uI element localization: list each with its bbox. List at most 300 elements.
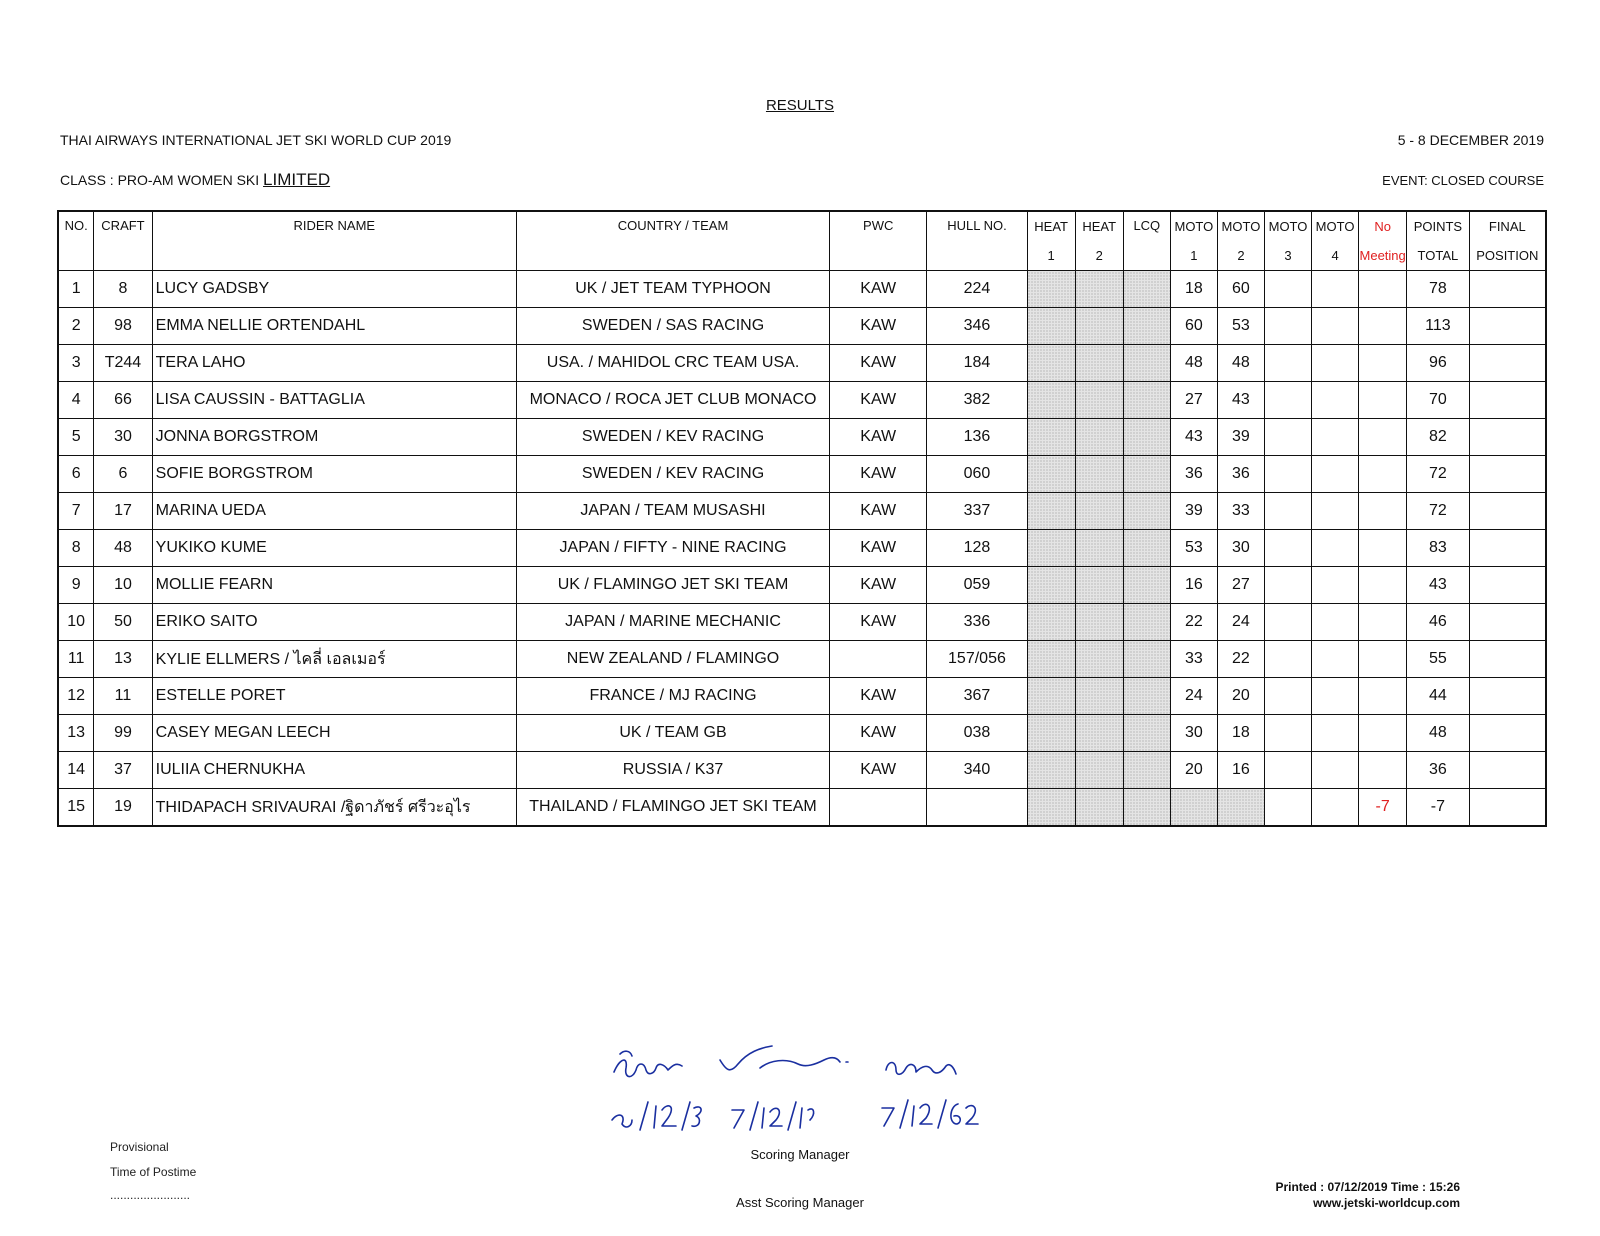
cell-no: 9 [58, 567, 94, 604]
cell-moto2: 33 [1217, 493, 1264, 530]
cell-no: 13 [58, 715, 94, 752]
cell-country-team: SWEDEN / SAS RACING [516, 308, 829, 345]
cell-moto1: 43 [1170, 419, 1217, 456]
cell-heat1 [1027, 382, 1075, 419]
handwritten-signature-2 [720, 1046, 848, 1070]
header-heat2-top: HEAT [1075, 211, 1123, 241]
cell-hull-no: 128 [927, 530, 1027, 567]
cell-final-position [1469, 604, 1546, 641]
cell-craft: 11 [94, 678, 152, 715]
cell-no-meeting [1359, 678, 1407, 715]
cell-moto3 [1264, 530, 1311, 567]
website-link[interactable]: www.jetski-worldcup.com [1313, 1196, 1460, 1210]
cell-heat2 [1075, 789, 1123, 827]
header-moto2-number: 2 [1217, 241, 1264, 271]
cell-final-position [1469, 678, 1546, 715]
cell-moto2: 48 [1217, 345, 1264, 382]
header-heat2-number: 2 [1075, 241, 1123, 271]
cell-moto3 [1264, 678, 1311, 715]
header-final-bottom: POSITION [1469, 241, 1546, 271]
cell-heat1 [1027, 715, 1075, 752]
cell-heat2 [1075, 419, 1123, 456]
cell-country-team: RUSSIA / K37 [516, 752, 829, 789]
cell-lcq [1123, 752, 1170, 789]
cell-no-meeting [1359, 530, 1407, 567]
header-no: NO. [58, 211, 94, 271]
cell-final-position [1469, 715, 1546, 752]
cell-rider-name: MARINA UEDA [152, 493, 516, 530]
cell-lcq [1123, 493, 1170, 530]
cell-heat1 [1027, 530, 1075, 567]
cell-moto3 [1264, 604, 1311, 641]
cell-moto1: 33 [1170, 641, 1217, 678]
cell-heat1 [1027, 641, 1075, 678]
postime-dots: ........................ [110, 1188, 191, 1202]
cell-moto3 [1264, 271, 1311, 308]
cell-moto3 [1264, 456, 1311, 493]
event-dates: 5 - 8 DECEMBER 2019 [1397, 132, 1544, 148]
header-moto4-number: 4 [1312, 241, 1359, 271]
cell-moto1: 27 [1170, 382, 1217, 419]
cell-rider-name: TERA LAHO [152, 345, 516, 382]
cell-hull-no: 346 [927, 308, 1027, 345]
cell-lcq [1123, 308, 1170, 345]
cell-heat2 [1075, 382, 1123, 419]
cell-moto2: 20 [1217, 678, 1264, 715]
scoring-manager-label: Scoring Manager [750, 1147, 850, 1162]
cell-country-team: JAPAN / MARINE MECHANIC [516, 604, 829, 641]
cell-moto3 [1264, 493, 1311, 530]
cell-country-team: UK / TEAM GB [516, 715, 829, 752]
cell-craft: 99 [94, 715, 152, 752]
cell-lcq [1123, 641, 1170, 678]
cell-heat2 [1075, 530, 1123, 567]
signature-block [610, 1040, 990, 1135]
cell-moto3 [1264, 641, 1311, 678]
header-heat1-number: 1 [1027, 241, 1075, 271]
class-label [60, 170, 330, 190]
cell-heat1 [1027, 271, 1075, 308]
cell-final-position [1469, 382, 1546, 419]
cell-pwc: KAW [830, 604, 927, 641]
cell-pwc: KAW [830, 715, 927, 752]
cell-hull-no: 224 [927, 271, 1027, 308]
cell-no-meeting [1359, 752, 1407, 789]
cell-final-position [1469, 345, 1546, 382]
class-prefix: CLASS : PRO-AM WOMEN SKI [60, 172, 264, 188]
cell-lcq [1123, 271, 1170, 308]
cell-points-total: 82 [1407, 419, 1469, 456]
cell-no-meeting [1359, 419, 1407, 456]
cell-hull-no: 157/056 [927, 641, 1027, 678]
cell-heat1 [1027, 678, 1075, 715]
handwritten-date-1 [612, 1102, 701, 1130]
header-hull-no: HULL NO. [927, 211, 1027, 271]
cell-heat1 [1027, 604, 1075, 641]
cell-heat2 [1075, 271, 1123, 308]
cell-final-position [1469, 752, 1546, 789]
cell-moto4 [1312, 715, 1359, 752]
cell-craft: 37 [94, 752, 152, 789]
cell-heat1 [1027, 752, 1075, 789]
cell-rider-name: LISA CAUSSIN - BATTAGLIA [152, 382, 516, 419]
cell-pwc: KAW [830, 567, 927, 604]
cell-final-position [1469, 308, 1546, 345]
cell-moto2: 36 [1217, 456, 1264, 493]
cell-points-total: 55 [1407, 641, 1469, 678]
cell-country-team: USA. / MAHIDOL CRC TEAM USA. [516, 345, 829, 382]
cell-hull-no: 382 [927, 382, 1027, 419]
cell-heat1 [1027, 493, 1075, 530]
cell-country-team: UK / JET TEAM TYPHOON [516, 271, 829, 308]
cell-final-position [1469, 493, 1546, 530]
header-lcq: LCQ [1123, 211, 1170, 271]
header-pwc: PWC [830, 211, 927, 271]
cell-heat1 [1027, 345, 1075, 382]
cell-no: 10 [58, 604, 94, 641]
cell-final-position [1469, 419, 1546, 456]
cell-points-total: 72 [1407, 456, 1469, 493]
cell-moto4 [1312, 678, 1359, 715]
cell-no-meeting [1359, 382, 1407, 419]
cell-final-position [1469, 567, 1546, 604]
cell-pwc: KAW [830, 419, 927, 456]
cell-no-meeting: -7 [1359, 789, 1407, 827]
cell-rider-name: ESTELLE PORET [152, 678, 516, 715]
cell-moto3 [1264, 345, 1311, 382]
cell-moto1: 20 [1170, 752, 1217, 789]
cell-moto2: 18 [1217, 715, 1264, 752]
cell-lcq [1123, 567, 1170, 604]
cell-pwc: KAW [830, 271, 927, 308]
cell-moto4 [1312, 604, 1359, 641]
cell-pwc: KAW [830, 308, 927, 345]
cell-rider-name: JONNA BORGSTROM [152, 419, 516, 456]
page-title: RESULTS [765, 97, 835, 114]
cell-pwc: KAW [830, 752, 927, 789]
cell-pwc: KAW [830, 382, 927, 419]
cell-craft: 30 [94, 419, 152, 456]
header-points-top: POINTS [1407, 211, 1469, 241]
cell-points-total: 48 [1407, 715, 1469, 752]
cell-moto1: 60 [1170, 308, 1217, 345]
cell-hull-no: 136 [927, 419, 1027, 456]
handwritten-date-3 [882, 1100, 978, 1128]
cell-country-team: SWEDEN / KEV RACING [516, 456, 829, 493]
cell-pwc: KAW [830, 345, 927, 382]
cell-moto2: 27 [1217, 567, 1264, 604]
cell-rider-name: MOLLIE FEARN [152, 567, 516, 604]
cell-country-team: SWEDEN / KEV RACING [516, 419, 829, 456]
cell-lcq [1123, 345, 1170, 382]
cell-final-position [1469, 641, 1546, 678]
cell-moto1: 48 [1170, 345, 1217, 382]
cell-no-meeting [1359, 715, 1407, 752]
cell-craft: 17 [94, 493, 152, 530]
cell-craft: 66 [94, 382, 152, 419]
table-row [58, 308, 1546, 345]
cell-points-total: 44 [1407, 678, 1469, 715]
cell-points-total: 96 [1407, 345, 1469, 382]
cell-no-meeting [1359, 271, 1407, 308]
cell-pwc [830, 641, 927, 678]
cell-craft: 48 [94, 530, 152, 567]
cell-hull-no: 336 [927, 604, 1027, 641]
cell-moto4 [1312, 345, 1359, 382]
cell-heat2 [1075, 604, 1123, 641]
cell-moto1: 36 [1170, 456, 1217, 493]
cell-moto4 [1312, 530, 1359, 567]
cell-hull-no: 038 [927, 715, 1027, 752]
header-moto2-top: MOTO [1217, 211, 1264, 241]
cell-rider-name: EMMA NELLIE ORTENDAHL [152, 308, 516, 345]
table-row [58, 345, 1546, 382]
header-moto1-number: 1 [1170, 241, 1217, 271]
cell-country-team: THAILAND / FLAMINGO JET SKI TEAM [516, 789, 829, 827]
cell-heat1 [1027, 789, 1075, 827]
table-row [58, 789, 1546, 827]
cell-heat2 [1075, 345, 1123, 382]
header-moto3-top: MOTO [1264, 211, 1311, 241]
handwritten-signature-3 [886, 1063, 956, 1075]
cell-no-meeting [1359, 493, 1407, 530]
time-of-postime-label: Time of Postime [110, 1165, 197, 1179]
cell-rider-name: SOFIE BORGSTROM [152, 456, 516, 493]
cell-moto2: 16 [1217, 752, 1264, 789]
class-emphasis: LIMITED [263, 170, 331, 189]
cell-no: 6 [58, 456, 94, 493]
cell-no-meeting [1359, 567, 1407, 604]
cell-moto1: 39 [1170, 493, 1217, 530]
cell-craft: 10 [94, 567, 152, 604]
table-row [58, 530, 1546, 567]
header-moto3-number: 3 [1264, 241, 1311, 271]
table-row [58, 604, 1546, 641]
cell-moto1: 53 [1170, 530, 1217, 567]
cell-points-total: 43 [1407, 567, 1469, 604]
cell-craft: 6 [94, 456, 152, 493]
cell-hull-no [927, 789, 1027, 827]
event-type: EVENT: CLOSED COURSE [1382, 173, 1544, 188]
cell-no-meeting [1359, 641, 1407, 678]
cell-moto1: 30 [1170, 715, 1217, 752]
cell-heat2 [1075, 752, 1123, 789]
cell-moto2: 53 [1217, 308, 1264, 345]
cell-craft: 8 [94, 271, 152, 308]
cell-craft: 19 [94, 789, 152, 827]
cell-moto3 [1264, 715, 1311, 752]
cell-moto2: 43 [1217, 382, 1264, 419]
cell-lcq [1123, 715, 1170, 752]
cell-final-position [1469, 271, 1546, 308]
cell-no-meeting [1359, 604, 1407, 641]
cell-hull-no: 340 [927, 752, 1027, 789]
header-country-team: COUNTRY / TEAM [516, 211, 829, 271]
table-row [58, 715, 1546, 752]
cell-heat1 [1027, 567, 1075, 604]
table-row [58, 493, 1546, 530]
cell-moto3 [1264, 308, 1311, 345]
cell-craft: 98 [94, 308, 152, 345]
cell-rider-name: ERIKO SAITO [152, 604, 516, 641]
header-craft: CRAFT [94, 211, 152, 271]
cell-moto3 [1264, 752, 1311, 789]
cell-moto1: 16 [1170, 567, 1217, 604]
table-row [58, 382, 1546, 419]
header-no-meeting-top: No [1359, 211, 1407, 241]
cell-moto2: 24 [1217, 604, 1264, 641]
header-no-meeting-bottom: Meeting [1359, 241, 1407, 271]
table-header-row [58, 211, 1546, 241]
cell-moto1: 22 [1170, 604, 1217, 641]
cell-heat1 [1027, 456, 1075, 493]
cell-points-total: 113 [1407, 308, 1469, 345]
cell-no: 12 [58, 678, 94, 715]
cell-no: 11 [58, 641, 94, 678]
cell-craft: 13 [94, 641, 152, 678]
cell-heat1 [1027, 308, 1075, 345]
cell-points-total: 78 [1407, 271, 1469, 308]
cell-moto3 [1264, 789, 1311, 827]
cell-moto2: 60 [1217, 271, 1264, 308]
cell-moto4 [1312, 456, 1359, 493]
cell-points-total: 72 [1407, 493, 1469, 530]
cell-country-team: UK / FLAMINGO JET SKI TEAM [516, 567, 829, 604]
cell-moto4 [1312, 789, 1359, 827]
table-row [58, 419, 1546, 456]
cell-hull-no: 060 [927, 456, 1027, 493]
cell-lcq [1123, 530, 1170, 567]
provisional-label: Provisional [110, 1140, 169, 1154]
cell-no: 7 [58, 493, 94, 530]
cell-moto4 [1312, 567, 1359, 604]
cell-country-team: NEW ZEALAND / FLAMINGO [516, 641, 829, 678]
header-final-top: FINAL [1469, 211, 1546, 241]
cell-final-position [1469, 530, 1546, 567]
cell-moto3 [1264, 419, 1311, 456]
cell-hull-no: 367 [927, 678, 1027, 715]
cell-moto3 [1264, 382, 1311, 419]
cell-rider-name: LUCY GADSBY [152, 271, 516, 308]
table-row [58, 567, 1546, 604]
cell-no-meeting [1359, 456, 1407, 493]
cell-pwc: KAW [830, 456, 927, 493]
cell-no: 2 [58, 308, 94, 345]
cell-hull-no: 184 [927, 345, 1027, 382]
cell-no: 1 [58, 271, 94, 308]
cell-rider-name: IULIIA CHERNUKHA [152, 752, 516, 789]
header-rider-name: RIDER NAME [152, 211, 516, 271]
cell-heat2 [1075, 641, 1123, 678]
results-table [57, 210, 1547, 827]
cell-rider-name: THIDAPACH SRIVAURAI /ฐิดาภัชร์ ศรีวะอุไร [152, 789, 516, 827]
table-row [58, 752, 1546, 789]
cell-moto2 [1217, 789, 1264, 827]
cell-points-total: -7 [1407, 789, 1469, 827]
cell-pwc [830, 789, 927, 827]
table-row [58, 456, 1546, 493]
cell-craft: T244 [94, 345, 152, 382]
cell-moto4 [1312, 308, 1359, 345]
header-points-bottom: TOTAL [1407, 241, 1469, 271]
header-heat1-top: HEAT [1027, 211, 1075, 241]
cell-points-total: 46 [1407, 604, 1469, 641]
cell-heat2 [1075, 456, 1123, 493]
table-row [58, 271, 1546, 308]
cell-no: 15 [58, 789, 94, 827]
cell-hull-no: 337 [927, 493, 1027, 530]
cell-moto3 [1264, 567, 1311, 604]
cell-heat2 [1075, 567, 1123, 604]
event-name: THAI AIRWAYS INTERNATIONAL JET SKI WORLD CUP 2019 [60, 132, 452, 148]
cell-heat2 [1075, 493, 1123, 530]
cell-lcq [1123, 604, 1170, 641]
cell-moto2: 30 [1217, 530, 1264, 567]
cell-no-meeting [1359, 345, 1407, 382]
cell-moto2: 39 [1217, 419, 1264, 456]
cell-no: 8 [58, 530, 94, 567]
handwritten-signature-1 [614, 1051, 682, 1076]
cell-final-position [1469, 456, 1546, 493]
cell-final-position [1469, 789, 1546, 827]
table-row [58, 641, 1546, 678]
cell-rider-name: CASEY MEGAN LEECH [152, 715, 516, 752]
cell-craft: 50 [94, 604, 152, 641]
cell-moto1 [1170, 789, 1217, 827]
cell-rider-name: KYLIE ELLMERS / ไคลี่ เอลเมอร์ [152, 641, 516, 678]
cell-lcq [1123, 789, 1170, 827]
cell-heat2 [1075, 308, 1123, 345]
cell-moto4 [1312, 493, 1359, 530]
cell-rider-name: YUKIKO KUME [152, 530, 516, 567]
cell-country-team: FRANCE / MJ RACING [516, 678, 829, 715]
cell-heat2 [1075, 715, 1123, 752]
cell-lcq [1123, 456, 1170, 493]
cell-heat2 [1075, 678, 1123, 715]
cell-pwc: KAW [830, 678, 927, 715]
cell-moto1: 18 [1170, 271, 1217, 308]
header-moto4-top: MOTO [1312, 211, 1359, 241]
cell-no: 14 [58, 752, 94, 789]
cell-moto4 [1312, 382, 1359, 419]
cell-country-team: JAPAN / TEAM MUSASHI [516, 493, 829, 530]
cell-points-total: 36 [1407, 752, 1469, 789]
cell-pwc: KAW [830, 530, 927, 567]
cell-pwc: KAW [830, 493, 927, 530]
cell-country-team: MONACO / ROCA JET CLUB MONACO [516, 382, 829, 419]
cell-lcq [1123, 678, 1170, 715]
cell-moto4 [1312, 419, 1359, 456]
handwritten-date-2 [732, 1102, 814, 1130]
cell-points-total: 83 [1407, 530, 1469, 567]
cell-no: 3 [58, 345, 94, 382]
cell-no: 4 [58, 382, 94, 419]
cell-no: 5 [58, 419, 94, 456]
table-row [58, 678, 1546, 715]
cell-moto1: 24 [1170, 678, 1217, 715]
cell-country-team: JAPAN / FIFTY - NINE RACING [516, 530, 829, 567]
cell-lcq [1123, 419, 1170, 456]
asst-scoring-manager-label: Asst Scoring Manager [736, 1195, 864, 1210]
results-body [58, 271, 1546, 827]
cell-points-total: 70 [1407, 382, 1469, 419]
header-moto1-top: MOTO [1170, 211, 1217, 241]
cell-hull-no: 059 [927, 567, 1027, 604]
cell-moto2: 22 [1217, 641, 1264, 678]
cell-moto4 [1312, 752, 1359, 789]
cell-moto4 [1312, 641, 1359, 678]
cell-heat1 [1027, 419, 1075, 456]
